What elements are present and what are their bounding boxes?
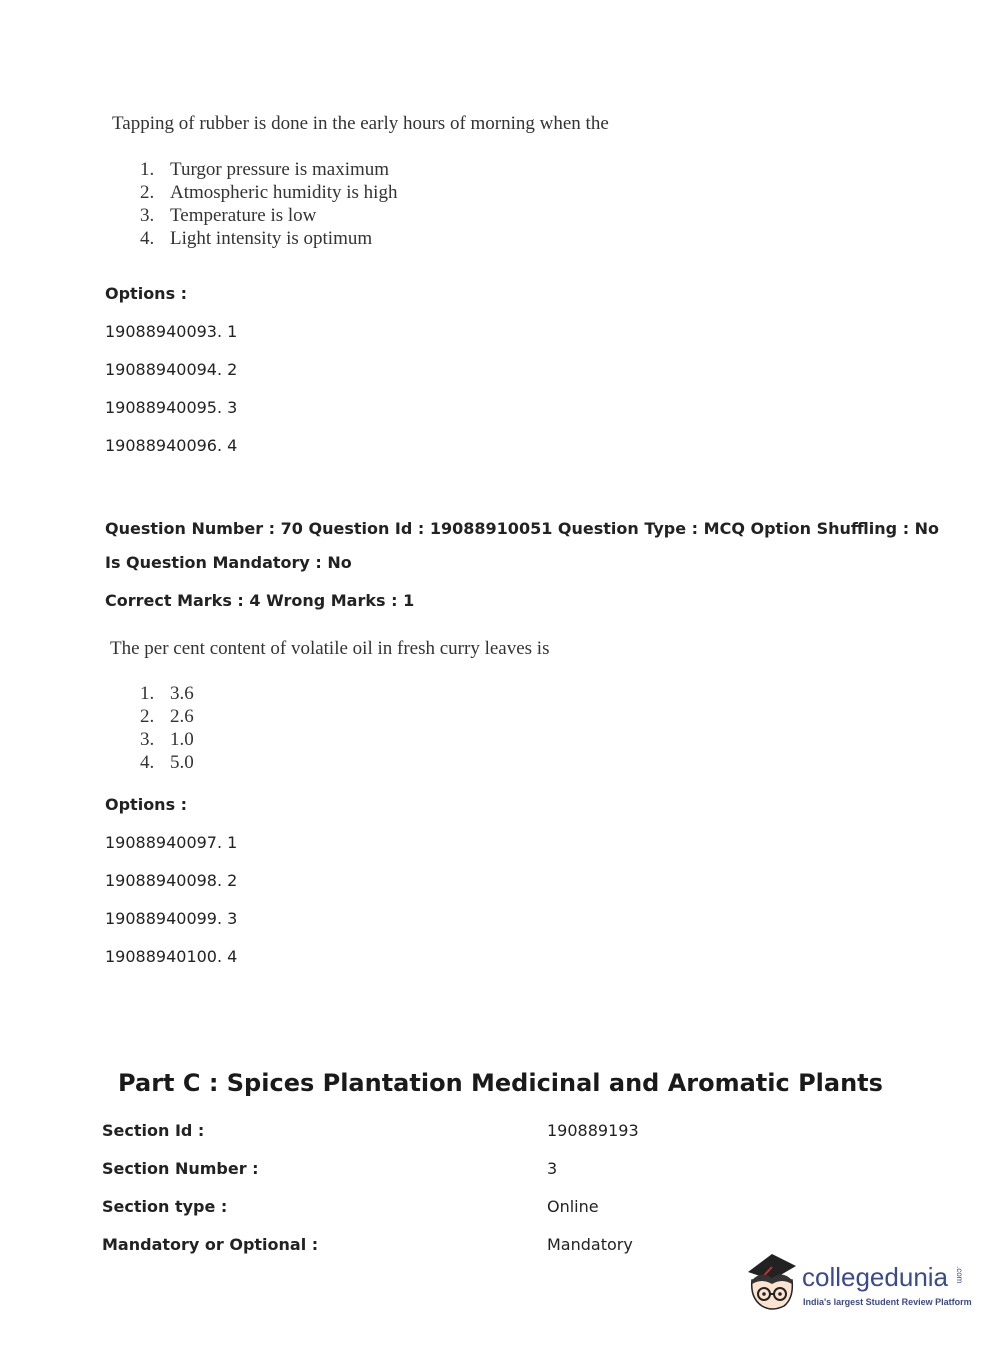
section-row-value: 3 <box>547 1159 558 1178</box>
question-mandatory: Is Question Mandatory : No <box>105 553 352 572</box>
section-row-label: Section Number : <box>102 1159 259 1178</box>
mascot-icon <box>742 1250 802 1316</box>
logo-tagline: India's largest Student Review Platform <box>803 1297 972 1307</box>
options-label: Options : <box>105 795 188 814</box>
section-row-label: Section type : <box>102 1197 228 1216</box>
question-text: Tapping of rubber is done in the early hours of morning when the <box>112 113 609 134</box>
section-row-label: Section Id : <box>102 1121 205 1140</box>
section-heading: Part C : Spices Plantation Medicinal and Aromatic Plants <box>118 1069 883 1097</box>
option-item: 19088940097. 1 <box>105 833 238 852</box>
option-item: 19088940095. 3 <box>105 398 238 417</box>
section-row-value: Mandatory <box>547 1235 633 1254</box>
section-row-value: 190889193 <box>547 1121 639 1140</box>
options-label: Options : <box>105 284 188 303</box>
section-row-label: Mandatory or Optional : <box>102 1235 319 1254</box>
choice-item: 1. Turgor pressure is maximum <box>140 159 390 180</box>
choice-item: 3. 1.0 <box>140 729 194 750</box>
choice-item: 4. 5.0 <box>140 752 194 773</box>
choice-item: 2. 2.6 <box>140 706 194 727</box>
section-row-value: Online <box>547 1197 599 1216</box>
logo-suffix: .com <box>955 1266 964 1284</box>
option-item: 19088940099. 3 <box>105 909 238 928</box>
option-item: 19088940098. 2 <box>105 871 238 890</box>
option-item: 19088940094. 2 <box>105 360 238 379</box>
choice-item: 3. Temperature is low <box>140 205 317 226</box>
logo-wordmark: collegedunia <box>802 1262 949 1292</box>
question-choices <box>140 682 194 774</box>
choice-item: 1. 3.6 <box>140 683 194 704</box>
option-item: 19088940100. 4 <box>105 947 238 966</box>
option-item: 19088940093. 1 <box>105 322 238 341</box>
question-meta: Question Number : 70 Question Id : 19088910051 Question Type : MCQ Option Shuffling : No <box>105 519 940 538</box>
question-choices <box>140 158 397 250</box>
question-text: The per cent content of volatile oil in fresh curry leaves is <box>110 638 550 659</box>
collegedunia-logo <box>742 1250 972 1320</box>
question-marks: Correct Marks : 4 Wrong Marks : 1 <box>105 591 415 610</box>
choice-item: 2. Atmospheric humidity is high <box>140 182 398 203</box>
option-item: 19088940096. 4 <box>105 436 238 455</box>
choice-item: 4. Light intensity is optimum <box>140 228 373 249</box>
